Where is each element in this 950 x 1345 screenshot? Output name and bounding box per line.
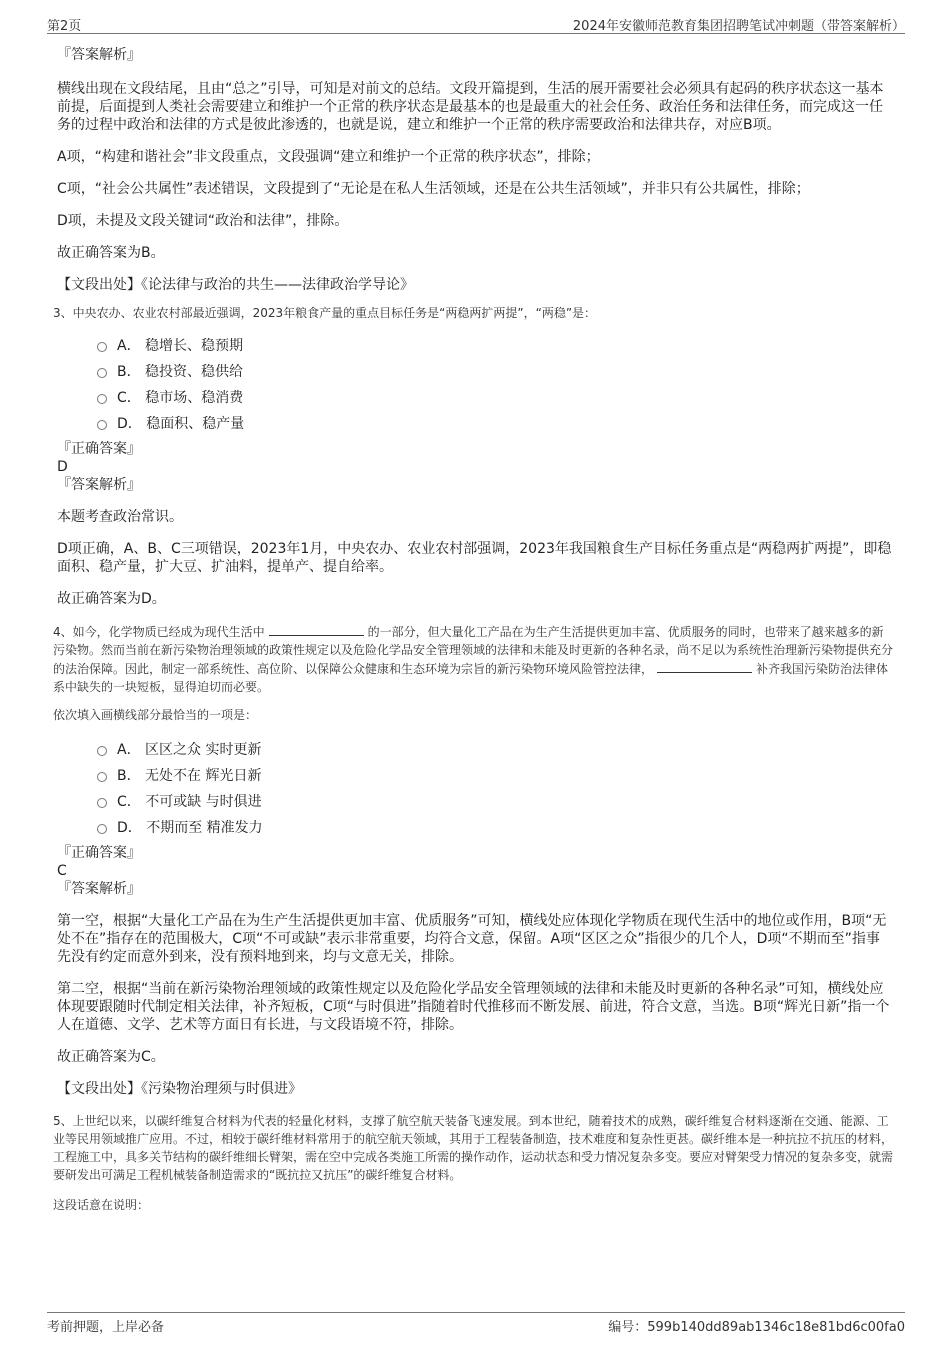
analysis-label: 『答案解析』 (57, 881, 141, 897)
q3-option-c[interactable] (97, 384, 893, 410)
radio-icon[interactable] (97, 368, 107, 378)
analysis-option-c: C项，“社会公共属性”表述错误，文段提到了“无论是在私人生活领域，还是在公共生活领域”，并非只有公共属性，排除； (57, 181, 810, 197)
analysis-option-d: D项，未提及文段关键词“政治和法律”，排除。 (57, 213, 349, 229)
question-text: 补齐我国污染防治法律体系中缺失的一块短板，显得迫切而必要。 (53, 662, 889, 694)
fill-blank-2 (657, 659, 752, 673)
analysis-paragraph: D项正确，A、B、C三项错误，2023年1月，中央农办、农业农村部强调，2023年我国粮食生产目标任务重点是“两稳两扩两提”，即稳面积、稳产量，扩大豆、扩油料，提单产、提自给率。 (57, 541, 892, 575)
document-title: 2024年安徽师范教育集团招聘笔试冲刺题（带答案解析） (572, 19, 905, 34)
q4-option-b[interactable] (97, 762, 893, 788)
q3-option-d[interactable] (97, 410, 893, 436)
radio-icon[interactable] (97, 772, 107, 782)
correct-answer-label: 『正确答案』 (57, 845, 141, 861)
question-4-options (57, 736, 893, 840)
question-3-options (57, 332, 893, 436)
document-id: 编号：599b140dd89ab1346c18e81bd6c00fa0 (608, 1320, 905, 1335)
correct-answer: C (57, 863, 67, 879)
option-label: B． 稳投资、稳供给 (117, 364, 244, 380)
option-label: D． 不期而至 精准发力 (117, 820, 263, 836)
q3-option-a[interactable] (97, 332, 893, 358)
option-label: A． 区区之众 实时更新 (117, 742, 262, 758)
question-5: 5、上世纪以来，以碳纤维复合材料为代表的轻量化材料，支撑了航空航天装备飞速发展。到本世纪，随着技术的成熟，碳纤维复合材料逐渐在交通、能源、工业等民用领域推广应用。不过，相较于碳纤维材料常用于的航空航天领域，其用于工程装备制造，技术难度和复杂性更甚。碳纤维本是一种抗拉不抗压的材料，工程施工中，具多关节结构的碳纤维细长臂架，需在空中完成各类施工所需的操作动作，运动状态和受力情况复杂多变。要应对臂架受力情况的复杂多变，就需要研发出可满足工程机械装备制造需求的“既抗拉又抗压”的碳纤维复合材料。 (53, 1114, 894, 1182)
question-text: 4、如今，化学物质已经成为现代生活中 (53, 625, 265, 639)
analysis-label: 『答案解析』 (57, 47, 141, 63)
radio-icon[interactable] (97, 798, 107, 808)
radio-icon[interactable] (97, 394, 107, 404)
analysis-paragraph: 第一空，根据“大量化工产品在为生产生活提供更加丰富、优质服务”可知，横线处应体现化学物质在现代生活中的地位或作用，B项“无处不在”指存在的范围极大，C项“不可或缺”表示非常重要，均符合文意，保留。A项“区区之众”指很少的几个人，D项“不期而至”指事先没有约定而意外到来，没有预料地到来，均与文意无关，排除。 (57, 913, 887, 965)
q4-option-a[interactable] (97, 736, 893, 762)
correct-answer: D (57, 459, 68, 475)
q3-option-b[interactable] (97, 358, 893, 384)
page-header (47, 13, 905, 34)
analysis-paragraph: 横线出现在文段结尾，且由“总之”引导，可知是对前文的总结。文段开篇提到，生活的展开需要社会必须具有起码的秩序状态这一基本前提，后面提到人类社会需要建立和维护一个正常的秩序状态是最基本的也是最重大的社会任务、政治任务和法律任务，而完成这一任务的过程中政治和法律的方式是彼此渗透的，也就是说，建立和维护一个正常的秩序需要政治和法律共存，对应B项。 (57, 81, 884, 133)
page-footer (47, 1312, 905, 1333)
radio-icon[interactable] (97, 420, 107, 430)
source-citation: 【文段出处】《论法律与政治的共生——法律政治学导论》 (57, 277, 414, 293)
radio-icon[interactable] (97, 746, 107, 756)
q4-option-d[interactable] (97, 814, 893, 840)
option-label: C． 不可或缺 与时俱进 (117, 794, 262, 810)
analysis-paragraph: 本题考查政治常识。 (57, 509, 183, 525)
correct-answer-label: 『正确答案』 (57, 441, 141, 457)
option-label: A． 稳增长、稳预期 (117, 338, 244, 354)
source-citation: 【文段出处】《污染物治理须与时俱进》 (57, 1081, 302, 1097)
page-number: 第2页 (47, 19, 82, 34)
answer-conclusion: 故正确答案为D。 (57, 591, 166, 607)
analysis-option-a: A项，“构建和谐社会”非文段重点，文段强调“建立和维护一个正常的秩序状态”，排除； (57, 149, 600, 165)
q4-option-c[interactable] (97, 788, 893, 814)
analysis-paragraph: 第二空，根据“当前在新污染物治理领域的政策性规定以及危险化学品安全管理领域的法律和未能及时更新的各种名录”可知，横线处应体现要跟随时代制定相关法律，补齐短板，C项“与时俱进”指随着时代推移而不断发展、前进，符合文意，当选。B项“辉光日新”指一个人在道德、文学、艺术等方面日有长进，与文段语境不符，排除。 (57, 981, 890, 1033)
radio-icon[interactable] (97, 342, 107, 352)
answer-conclusion: 故正确答案为B。 (57, 245, 165, 261)
footer-slogan: 考前押题，上岸必备 (47, 1320, 165, 1335)
document-body (53, 46, 894, 1214)
question-3: 3、中央农办、农业农村部最近强调，2023年粮食产量的重点目标任务是“两稳两扩两提”，“两稳”是： (53, 306, 597, 320)
radio-icon[interactable] (97, 824, 107, 834)
analysis-label: 『答案解析』 (57, 477, 141, 493)
option-label: B． 无处不在 辉光日新 (117, 768, 262, 784)
question-4 (53, 622, 893, 696)
question-4-prompt: 依次填入画横线部分最恰当的一项是： (53, 708, 258, 722)
option-label: D． 稳面积、稳产量 (117, 416, 245, 432)
question-text: 的一部分，但大量化工产品在为生产生活提供更加丰富、优质服务的同时，也带来了越来越多的新污染物。然而当前在新污染物治理领域的政策性规定以及危险化学品安全管理领域的法律和未能及时更新的各种名录，尚不足以为系统性治理新污染物提供充分的法治保障。因此，制定一部系统性、高位阶、以保障公众健康和生态环境为宗旨的新污染物环境风险管控法律， (53, 625, 894, 676)
option-label: C． 稳市场、稳消费 (117, 390, 244, 406)
fill-blank-1 (269, 622, 364, 636)
question-5-prompt: 这段话意在说明： (53, 1198, 150, 1212)
answer-conclusion: 故正确答案为C。 (57, 1049, 165, 1065)
